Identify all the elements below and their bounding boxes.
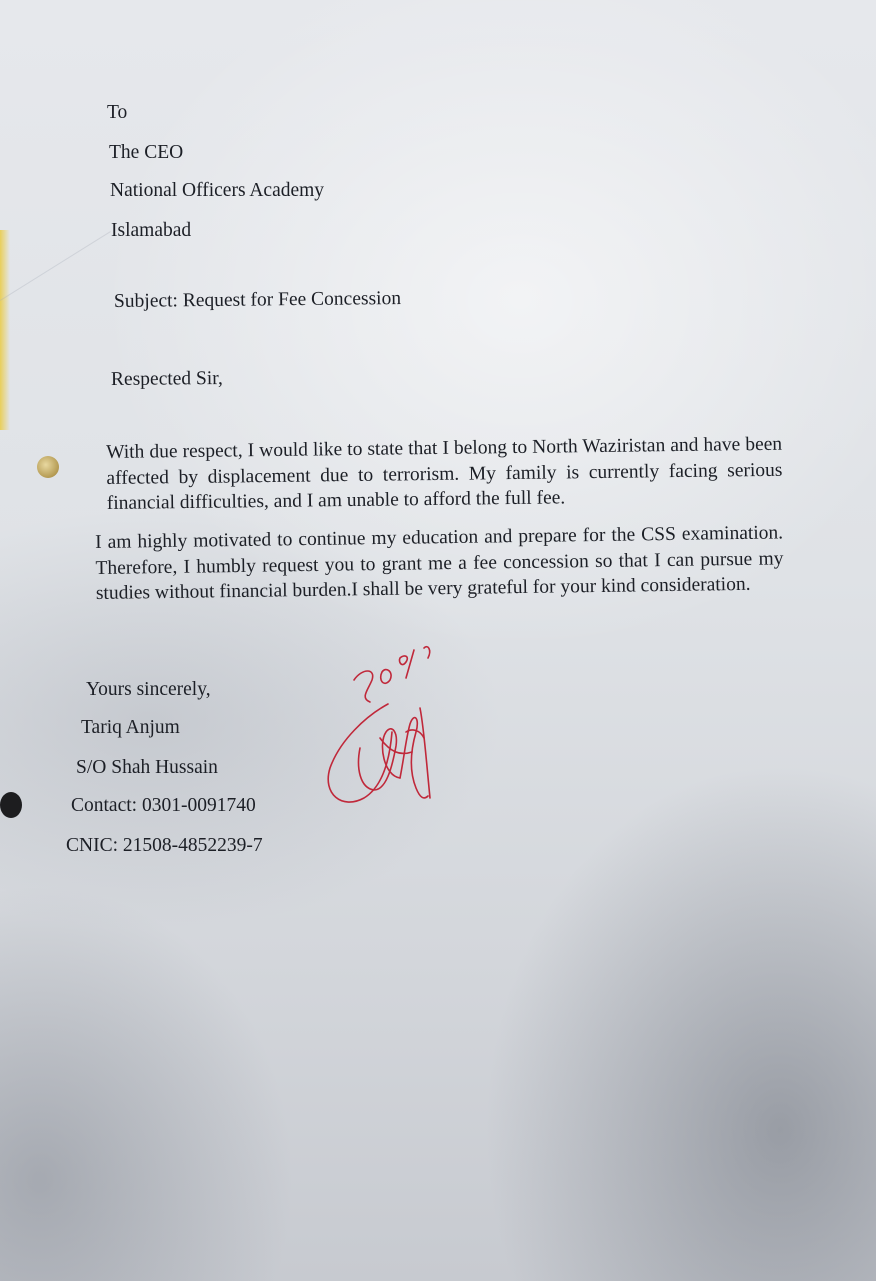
signature: [320, 628, 460, 818]
yellow-sheet-edge: [0, 230, 10, 430]
sender-name: Tariq Anjum: [81, 717, 180, 738]
punch-hole: [0, 792, 22, 818]
address-to: To: [107, 102, 128, 123]
sender-parent: S/O Shah Hussain: [76, 757, 218, 778]
sender-contact: Contact: 0301-0091740: [71, 795, 256, 816]
sender-cnic: CNIC: 21508-4852239-7: [66, 835, 263, 856]
closing: Yours sincerely,: [86, 679, 211, 700]
address-city: Islamabad: [111, 220, 192, 241]
body-paragraph-1: With due respect, I would like to state that I belong to North Waziristan and have been affected by displacement due to terrorism. My family is currently facing serious financial difficulties, and I am unable to afford the full fee.: [106, 433, 783, 514]
body-paragraph-2: I am highly motivated to continue my education and prepare for the CSS examination. Therefore, I humbly request you to grant me a fee concession so that I can pursue my studies without financial burden.I shall be very grateful for your kind consideration.: [95, 522, 784, 604]
subject-line: Subject: Request for Fee Concession: [113, 287, 402, 312]
punch-hole: [37, 456, 59, 478]
address-recipient: The CEO: [109, 142, 184, 163]
address-organization: National Officers Academy: [110, 180, 325, 201]
salutation: Respected Sir,: [110, 368, 223, 390]
paper-crease: [0, 231, 206, 453]
